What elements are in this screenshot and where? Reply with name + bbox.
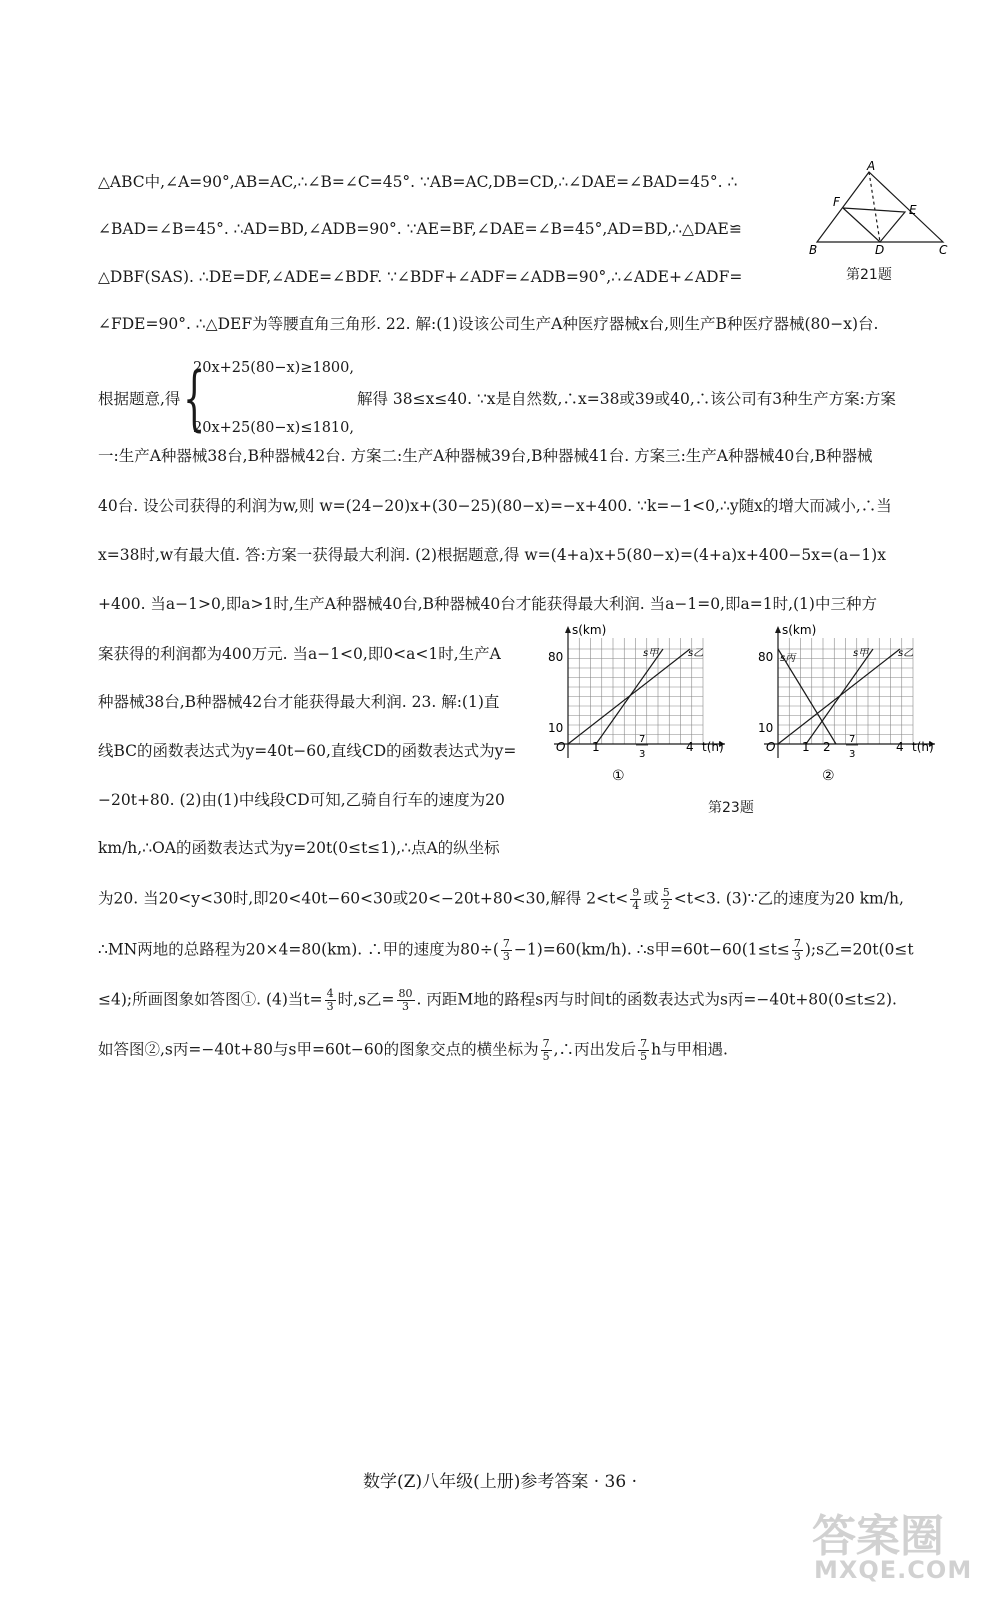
text-segment: 或 [643,889,659,908]
y-axis-label: s(km) [782,623,817,637]
text-segment: ≤4);所画图象如答图①. (4)当t= [98,990,323,1009]
text-segment: −1)=60(km/h). ∴s甲=60t−60(1≤t≤ [513,940,790,959]
text-line-18 [98,1038,728,1063]
text-segment: ,∴丙出发后 [553,1040,637,1059]
fraction-numerator: 5 [662,886,670,899]
inequality-2: 20x+25(80−x)≤1810, [193,420,354,436]
origin-label: O [556,740,566,754]
text-line-1: △ABC中,∠A=90°,AB=AC,∴∠B=∠C=45°. ∵AB=AC,DB=CD,∴∠DAE=∠BAD=45°. ∴ [98,173,738,191]
label-e: E [909,203,917,217]
label-b: B [809,243,818,257]
fraction-7-5 [638,1038,649,1063]
x-tick-2: 2 [823,740,831,754]
fraction-7-3 [792,938,803,963]
text-line-10: 案获得的利润都为400万元. 当a−1<0,即0<a<1时,生产A [98,645,501,663]
text-line-2: ∠BAD=∠B=45°. ∴AD=BD,∠ADB=90°. ∵AE=BF,∠DAE=∠B=45°,AD=BD,∴△DAE≌ [98,220,742,238]
series-label-s-yi: s乙 [898,648,914,659]
fraction-numerator: 7 [542,1037,550,1050]
fraction-80-3 [397,988,415,1013]
text-line-5b: 解得 38≤x≤40. ∵x是自然数,∴x=38或39或40,∴该公司有3种生产方案:方案 [357,390,896,408]
fraction-7-5 [541,1038,552,1063]
text-line-15 [98,887,904,912]
text-line-17 [98,988,897,1013]
fraction-denominator: 3 [326,1000,334,1013]
x-axis-label: t(h) [702,740,724,754]
x-tick-1: 1 [802,740,810,754]
fraction-numerator: 7 [793,937,801,950]
page-footer: 数学(Z)八年级(上册)参考答案 · 36 · [363,1472,637,1492]
text-line-11: 种器械38台,B种器械42台才能获得最大利润. 23. 解:(1)直 [98,693,500,711]
text-segment: ∴MN两地的总路程为20×4=80(km). ∴甲的速度为80÷( [98,940,499,959]
frac-num: 7 [639,734,646,745]
fraction-denominator: 4 [632,899,640,912]
figure-23-graph-2 [750,618,945,788]
fraction-denominator: 3 [502,950,510,963]
label-d: D [875,243,885,257]
x-tick-1: 1 [592,740,600,754]
fraction-numerator: 7 [502,937,510,950]
figure-23-graph-1 [540,618,735,788]
text-segment: 时,s乙= [337,990,395,1009]
watermark-text-en: MXQE.COM [814,1556,973,1584]
text-line-5a: 根据题意,得 [98,390,181,408]
y-arrow [775,626,781,633]
series-label-s-bing: s丙 [780,653,796,664]
fraction-4-3 [325,988,336,1013]
fraction-numerator: 7 [640,1037,648,1050]
series-label-s-jia: s甲 [853,648,869,659]
y-tick-80: 80 [758,650,774,664]
fraction-numerator: 4 [326,987,334,1000]
x-tick-4: 4 [896,740,904,754]
text-segment: 为20. 当20<y<30时,即20<40t−60<30或20<−20t+80<30,解得 2<t< [98,889,629,908]
frac-den: 3 [639,749,646,760]
fraction-5-2 [661,887,672,912]
fraction-numerator: 9 [632,886,640,899]
segment-ad [869,172,880,242]
y-tick-10: 10 [758,721,774,735]
fraction-denominator: 3 [402,1000,410,1013]
y-tick-80: 80 [548,650,564,664]
inequality-1: 20x+25(80−x)≥1800, [193,360,354,376]
text-line-7: 40台. 设公司获得的利润为w,则 w=(24−20)x+(30−25)(80−x)=−x+400. ∵k=−1<0,∴y随x的增大而减小,∴当 [98,497,892,515]
inequality-system [183,354,363,446]
label-c: C [939,243,948,257]
fraction-denominator: 2 [662,899,670,912]
frac-den: 3 [849,749,856,760]
text-line-9: +400. 当a−1>0,即a>1时,生产A种器械40台,B种器械40台才能获得最大利润. 当a−1=0,即a=1时,(1)中三种方 [98,595,877,613]
fraction-numerator: 80 [398,987,413,1000]
text-segment: );s乙=20t(0≤t [804,940,914,959]
origin-label: O [766,740,776,754]
fraction-denominator: 5 [640,1050,648,1063]
figure-23-caption: 第23题 [708,800,754,816]
text-segment: h与甲相遇. [651,1040,728,1059]
fraction-denominator: 5 [542,1050,550,1063]
text-line-14: km/h,∴OA的函数表达式为y=20t(0≤t≤1),∴点A的纵坐标 [98,839,500,857]
label-a: A [867,160,876,173]
series-label-s-yi: s乙 [688,648,704,659]
y-axis-label: s(km) [572,623,607,637]
watermark-text-cn: 答案圈 [812,1511,944,1562]
x-tick-4: 4 [686,740,694,754]
text-line-3: △DBF(SAS). ∴DE=DF,∠ADE=∠BDF. ∵∠BDF+∠ADF=∠ADB=90°,∴∠ADE+∠ADF= [98,268,743,286]
text-line-4: ∠FDE=90°. ∴△DEF为等腰直角三角形. 22. 解:(1)设该公司生产A种医疗器械x台,则生产B种医疗器械(80−x)台. [98,315,879,333]
y-arrow [565,626,571,633]
frac-num: 7 [849,734,856,745]
text-line-8: x=38时,w有最大值. 答:方案一获得最大利润. (2)根据题意,得 w=(4+a)x+5(80−x)=(4+a)x+400−5x=(a−1)x [98,546,886,564]
watermark-logo [812,1500,987,1590]
text-segment: <t<3. (3)∵乙的速度为20 km/h, [673,889,904,908]
graph-marker: ② [822,768,835,784]
label-f: F [833,195,840,209]
fraction-9-4 [630,887,641,912]
triangle-def [843,208,905,242]
fraction-7-3 [501,938,512,963]
graph-marker: ① [612,768,625,784]
text-line-12: 线BC的函数表达式为y=40t−60,直线CD的函数表达式为y= [98,742,517,760]
figure-21-triangle [805,160,955,260]
fraction-denominator: 3 [793,950,801,963]
text-line-16 [98,938,914,963]
figure-21-caption: 第21题 [846,267,892,283]
x-axis-label: t(h) [912,740,934,754]
series-label-s-jia: s甲 [643,648,659,659]
text-segment: . 丙距M地的路程s丙与时间t的函数表达式为s丙=−40t+80(0≤t≤2). [416,990,897,1009]
text-line-6: 一:生产A种器械38台,B种器械42台. 方案二:生产A种器械39台,B种器械41台. 方案三:生产A种器械40台,B种器械 [98,447,873,465]
text-line-13: −20t+80. (2)由(1)中线段CD可知,乙骑自行车的速度为20 [98,791,505,809]
brace-symbol: { [183,357,206,439]
y-tick-10: 10 [548,721,564,735]
text-segment: 如答图②,s丙=−40t+80与s甲=60t−60的图象交点的横坐标为 [98,1040,539,1059]
